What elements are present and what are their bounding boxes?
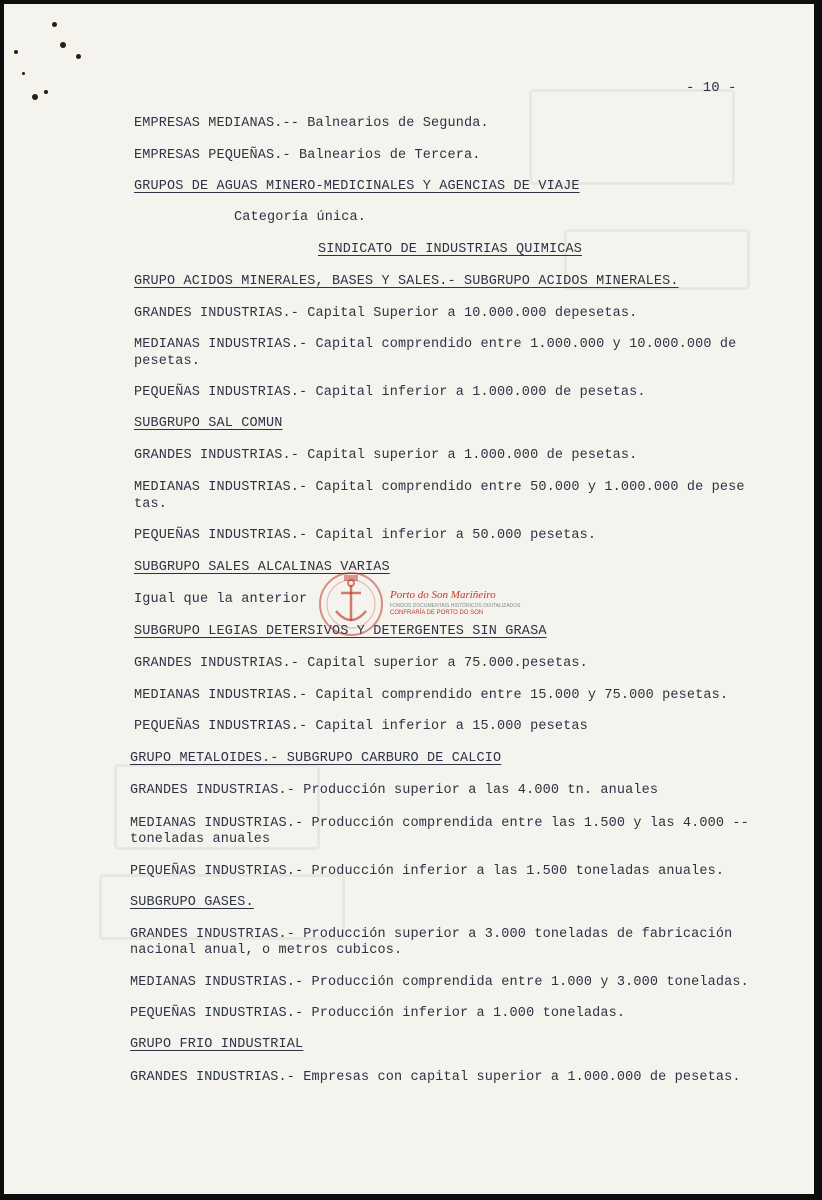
document-page bbox=[4, 4, 814, 1194]
ink-spot bbox=[52, 22, 57, 27]
text-line: GRANDES INDUSTRIAS.- Capital superior a 1.000.000 de pesetas. bbox=[134, 448, 638, 463]
watermark-subtitle: FONDOS DOCUMENTAIS HISTÓRICOS DIXITALIZADOS bbox=[390, 603, 521, 609]
text-line: EMPRESAS PEQUEÑAS.- Balnearios de Tercera. bbox=[134, 148, 481, 163]
text-line: PEQUEÑAS INDUSTRIAS.- Capital inferior a 15.000 pesetas bbox=[134, 719, 588, 734]
text-line: PEQUEÑAS INDUSTRIAS.- Capital inferior a 1.000.000 de pesetas. bbox=[134, 385, 646, 400]
text-line: PEQUEÑAS INDUSTRIAS.- Producción inferior a las 1.500 toneladas anuales. bbox=[130, 864, 725, 879]
text-line: MEDIANAS INDUSTRIAS.- Producción comprendida entre las 1.500 y las 4.000 -- bbox=[130, 816, 749, 831]
ink-spot bbox=[60, 42, 66, 48]
text-line: MEDIANAS INDUSTRIAS.- Capital comprendido entre 1.000.000 y 10.000.000 de bbox=[134, 337, 737, 352]
section-heading: SUBGRUPO GASES. bbox=[130, 895, 254, 910]
section-heading: SUBGRUPO SAL COMUN bbox=[134, 416, 283, 431]
text-line: MEDIANAS INDUSTRIAS.- Capital comprendido entre 50.000 y 1.000.000 de pese bbox=[134, 480, 745, 495]
text-line: GRANDES INDUSTRIAS.- Empresas con capital superior a 1.000.000 de pesetas. bbox=[130, 1070, 741, 1085]
anchor-logo-icon bbox=[316, 569, 386, 639]
text-line: GRANDES INDUSTRIAS.- Capital Superior a 10.000.000 depesetas. bbox=[134, 306, 638, 321]
archive-watermark bbox=[390, 589, 520, 616]
text-line: GRANDES INDUSTRIAS.- Producción superior a las 4.000 tn. anuales bbox=[130, 783, 659, 798]
section-heading: GRUPO ACIDOS MINERALES, BASES Y SALES.- SUBGRUPO ACIDOS MINERALES. bbox=[134, 274, 679, 289]
ink-spot bbox=[14, 50, 18, 54]
page-number: - 10 - bbox=[686, 80, 737, 96]
bleed-through-mark bbox=[529, 89, 735, 185]
text-line: PEQUEÑAS INDUSTRIAS.- Producción inferior a 1.000 toneladas. bbox=[130, 1006, 626, 1021]
watermark-title: Porto do Son Mariñeiro bbox=[390, 589, 496, 601]
text-line: GRANDES INDUSTRIAS.- Producción superior a 3.000 toneladas de fabricación bbox=[130, 927, 733, 942]
text-line: pesetas. bbox=[134, 354, 201, 369]
text-line: MEDIANAS INDUSTRIAS.- Producción comprendida entre 1.000 y 3.000 toneladas. bbox=[130, 975, 749, 990]
text-line: Igual que la anterior bbox=[134, 592, 308, 607]
section-heading: SUBGRUPO SALES ALCALINAS VARIAS bbox=[134, 560, 390, 575]
watermark-org: CONFRARÍA DE PORTO DO SON bbox=[390, 610, 484, 616]
section-heading: GRUPO FRIO INDUSTRIAL bbox=[130, 1037, 304, 1052]
section-heading: GRUPO METALOIDES.- SUBGRUPO CARBURO DE CALCIO bbox=[130, 751, 502, 766]
text-line: tas. bbox=[134, 497, 168, 512]
text-line: GRANDES INDUSTRIAS.- Capital superior a 75.000.pesetas. bbox=[134, 656, 588, 671]
ink-spot bbox=[32, 94, 38, 100]
ink-spot bbox=[76, 54, 81, 59]
text-line: Categoría única. bbox=[234, 210, 367, 225]
ink-spot bbox=[44, 90, 48, 94]
text-line: EMPRESAS MEDIANAS.-- Balnearios de Segunda. bbox=[134, 116, 489, 131]
section-heading: SUBGRUPO LEGIAS DETERSIVOS Y DETERGENTES SIN GRASA bbox=[134, 624, 547, 639]
section-heading: GRUPOS DE AGUAS MINERO-MEDICINALES Y AGENCIAS DE VIAJE bbox=[134, 179, 580, 194]
text-line: MEDIANAS INDUSTRIAS.- Capital comprendido entre 15.000 y 75.000 pesetas. bbox=[134, 688, 729, 703]
section-heading: SINDICATO DE INDUSTRIAS QUIMICAS bbox=[318, 242, 583, 257]
text-line: nacional anual, o metros cubicos. bbox=[130, 943, 403, 958]
text-line: PEQUEÑAS INDUSTRIAS.- Capital inferior a 50.000 pesetas. bbox=[134, 528, 597, 543]
text-line: toneladas anuales bbox=[130, 832, 271, 847]
ink-spot bbox=[22, 72, 25, 75]
